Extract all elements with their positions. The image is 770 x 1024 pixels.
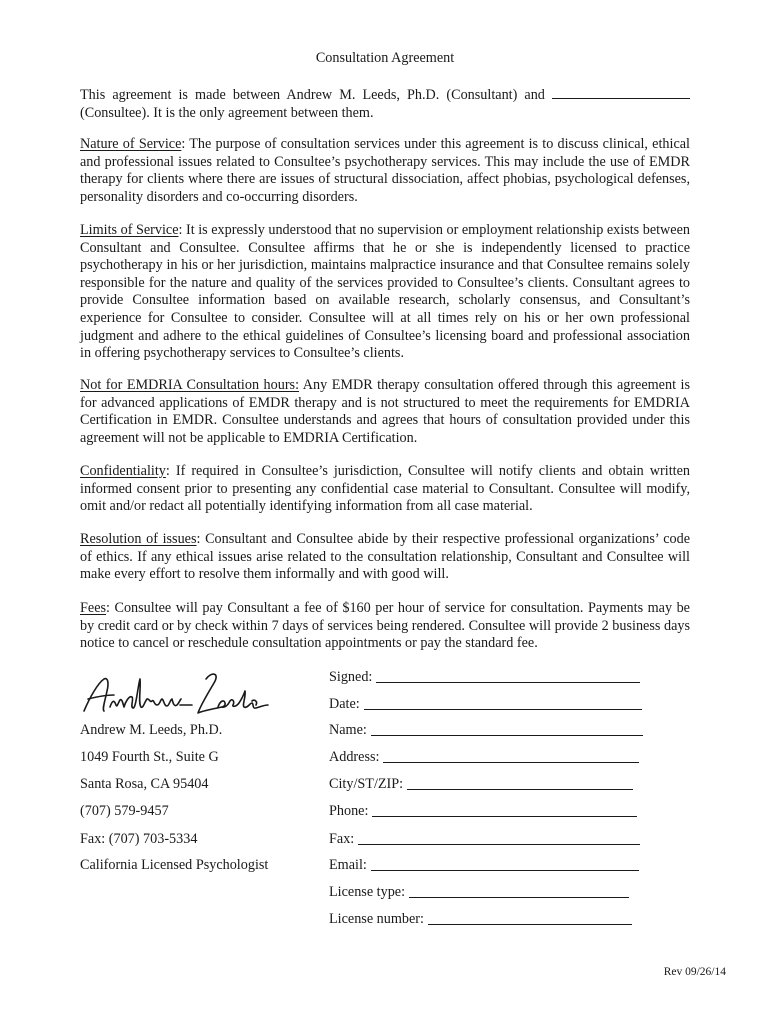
section-heading: Not for EMDRIA Consultation hours:: [80, 377, 300, 393]
fax-line[interactable]: [358, 843, 640, 845]
field-label: Date:: [329, 696, 360, 712]
revision-date: Rev 09/26/14: [663, 966, 726, 978]
section-limits-of-service: Limits of Service: It is expressly understood that no supervision or employment relationship exists between Consultant and Consultee. Consultee affirms that he or she is independently licensed to practice psychotherapy in his or her jurisdiction, maintains malpractice insurance and that Consultee remains solely responsible for the nature and quality of the services provided to Consultee’s clients. Consultant agrees to provide Consultee information based on available research, scholarly consensus, and Consultant’s experience for Consultee to consider. Consultee will at all times rely on his or her own professional judgment and adhere to the ethical guidelines of Consultee’s licensing board and professional association in offering psychotherapy services to Consultee’s clients.: [80, 222, 690, 362]
section-body: It is expressly understood that no supervision or employment relationship exists between Consultant and Consultee. Consultee affirms that he or she is independently licensed to practice psychotherapy in his or her jurisdiction, maintains malpractice insurance and that Consultee remains solely responsible for the nature and quality of the services provided to Consultee’s clients. Consultant agrees to provide Consultee information based on available research, scholarly consensus, and Consultant’s experience for Consultee to consider. Consultee will at all times rely on his or her own professional judgment and adhere to the ethical guidelines of Consultee’s licensing board and professional association in offering psychotherapy services to Consultee’s clients.: [80, 222, 690, 362]
field-city-st-zip: [329, 776, 633, 793]
field-signed: [329, 669, 640, 686]
intro-line-2: (Consultee). It is the only agreement between them.: [80, 104, 374, 121]
field-date: [329, 696, 642, 713]
field-label: Email:: [329, 857, 367, 873]
section-body: Consultant and Consultee abide by their respective professional organizations’ code of ethics. If any ethical issues arise related to the consultation relationship, Consultant and Consultee will make every effort to resolve them informally and with good will.: [80, 531, 690, 583]
consultant-address: 1049 Fourth St., Suite G: [80, 749, 219, 765]
intro-paragraph: [80, 86, 690, 122]
name-line[interactable]: [371, 734, 643, 736]
section-confidentiality: Confidentiality: If required in Consultee’s jurisdiction, Consultee will notify clients and obtain written informed consent prior to presenting any confidential case material to Consultant. Consultee will modify, omit and/or redact all potentially identifying information from all case material.: [80, 463, 690, 515]
section-not-for-emdria: [80, 377, 690, 447]
email-line[interactable]: [371, 869, 639, 871]
section-heading: Resolution of issues: [80, 531, 197, 547]
section-heading: Fees: [80, 600, 107, 616]
document-title: Consultation Agreement: [315, 50, 455, 66]
field-label: Address:: [329, 749, 380, 765]
field-address: [329, 749, 639, 766]
license-number-line[interactable]: [428, 923, 632, 925]
field-license-number: [329, 911, 632, 928]
field-license-type: [329, 884, 629, 901]
field-label: License number:: [329, 911, 424, 927]
consultee-name-blank[interactable]: [552, 86, 690, 99]
field-name: [329, 722, 643, 739]
section-body: If required in Consultee’s jurisdiction, Consultee will notify clients and obtain written informed consent prior to presenting any confidential case material to Consultant. Consultee will modify, omit and/or redact all potentially identifying information from all case material.: [80, 463, 690, 515]
field-label: Phone:: [329, 803, 369, 819]
field-label: License type:: [329, 884, 406, 900]
consultant-city: Santa Rosa, CA 95404: [80, 776, 209, 792]
consultant-fax: Fax: (707) 703-5334: [80, 831, 198, 847]
consultant-phone: (707) 579-9457: [80, 803, 169, 819]
section-body: Consultee will pay Consultant a fee of $160 per hour of service for consultation. Payments may be by credit card or by check within 7 days of services being rendered. Consultee will provide 2 business days notice to cancel or reschedule consultation appointments or pay the standard fee.: [80, 600, 690, 652]
field-label: Name:: [329, 722, 367, 738]
consultant-signature: [80, 667, 270, 721]
field-label: Signed:: [329, 669, 373, 685]
section-resolution-of-issues: Resolution of issues: Consultant and Consultee abide by their respective professional organizations’ code of ethics. If any ethical issues arise related to the consultation relationship, Consultant and Consultee will make every effort to resolve them informally and with good will.: [80, 531, 690, 583]
field-fax: [329, 831, 640, 848]
section-heading: Limits of Service: [80, 222, 179, 238]
intro-line-1: This agreement is made between Andrew M. Leeds, Ph.D. (Consultant) and: [80, 87, 545, 103]
section-body: The purpose of consultation services under this agreement is to discuss clinical, ethical and professional issues related to Consultee’s psychotherapy services. This may include the use of EMDR therapy for clients where there are issues of structural dissociation, affect phobias, psychological defenses, personality disorders and co-occurring disorders.: [80, 136, 690, 205]
signed-line[interactable]: [376, 681, 640, 683]
phone-line[interactable]: [372, 815, 637, 817]
consultant-name: Andrew M. Leeds, Ph.D.: [80, 722, 223, 738]
consultant-license: California Licensed Psychologist: [80, 857, 269, 873]
license-type-line[interactable]: [409, 896, 629, 898]
field-phone: [329, 803, 637, 820]
section-heading: Nature of Service: [80, 136, 182, 152]
city-st-zip-line[interactable]: [407, 788, 633, 790]
date-line[interactable]: [364, 708, 642, 710]
section-nature-of-service: Nature of Service: The purpose of consultation services under this agreement is to discuss clinical, ethical and professional issues related to Consultee’s psychotherapy services. This may include the use of EMDR therapy for clients where there are issues of structural dissociation, affect phobias, psychological defenses, personality disorders and co-occurring disorders.: [80, 136, 690, 205]
field-email: [329, 857, 639, 874]
section-body: Any EMDR therapy consultation offered through this agreement is for advanced applications of EMDR therapy and is not structured to meet the requirements for EMDRIA Certification in EMDR. Consultee understands and agrees that hours of consultation provided under this agreement will not be applicable to EMDRIA Certification.: [80, 377, 690, 446]
address-line[interactable]: [383, 761, 639, 763]
field-label: City/ST/ZIP:: [329, 776, 404, 792]
section-fees: Fees: Consultee will pay Consultant a fee of $160 per hour of service for consultation. Payments may be by credit card or by check within 7 days of services being rendered. Consultee will provide 2 business days notice to cancel or reschedule consultation appointments or pay the standard fee.: [80, 600, 690, 652]
section-heading: Confidentiality: [80, 463, 166, 479]
field-label: Fax:: [329, 831, 355, 847]
